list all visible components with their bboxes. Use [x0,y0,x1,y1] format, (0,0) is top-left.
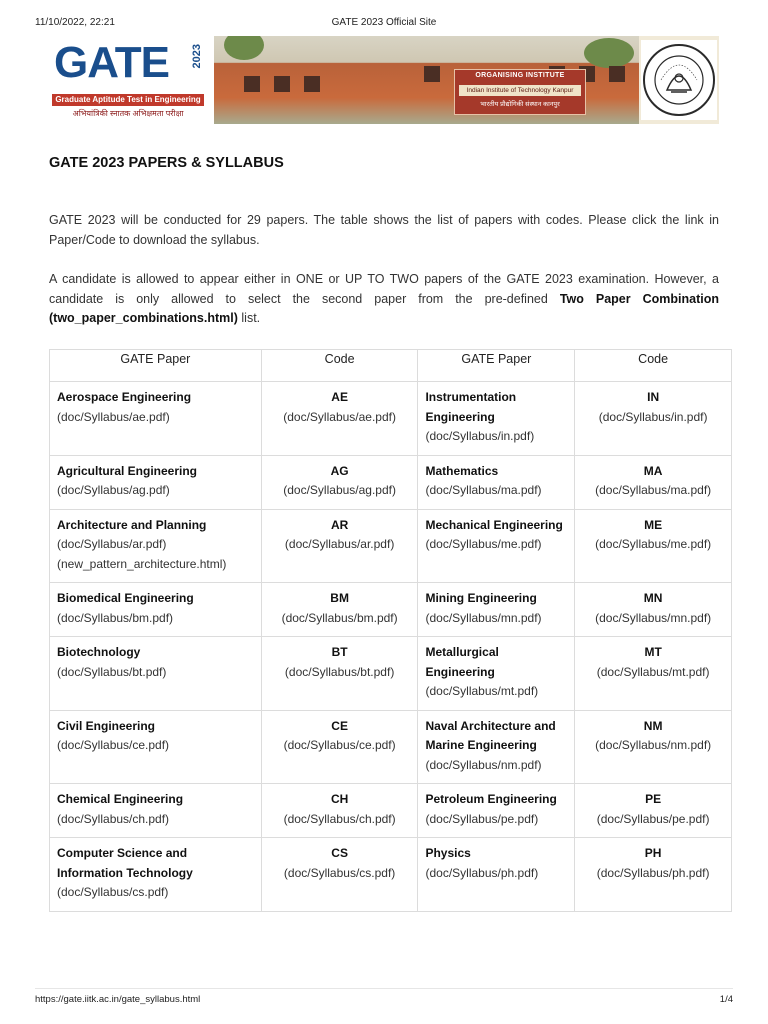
gate-logo-year: 2023 [191,44,203,69]
two-paper-combination-link[interactable]: Two Paper Combination (two_paper_combinations.html) [49,291,719,325]
syllabus-link[interactable]: (doc/Syllabus/ph.pdf) [425,865,539,880]
code-cell [575,509,732,583]
table-row [50,784,732,838]
code-cell [261,637,418,711]
code-syllabus-link[interactable]: (doc/Syllabus/ag.pdf) [283,483,396,497]
paper-name[interactable]: Civil Engineering [57,718,156,733]
intro-paragraph-2-end: list. [241,311,261,325]
window-shape [274,76,290,92]
code-cell [261,455,418,509]
table-row [50,382,732,456]
iitk-building-photo [214,36,639,124]
code-syllabus-link[interactable]: (doc/Syllabus/bt.pdf) [284,664,395,679]
syllabus-link[interactable]: (doc/Syllabus/ag.pdf) [57,483,170,497]
code-cell [261,784,418,838]
print-header [35,17,733,31]
paper-cell [418,637,575,711]
paper-name[interactable]: Naval Architecture and Marine Engineering [425,718,556,752]
paper-cell [418,382,575,456]
paper-code[interactable]: CE [331,718,348,733]
paper-cell [418,784,575,838]
syllabus-link[interactable]: (doc/Syllabus/ar.pdf) [57,537,167,551]
paper-name[interactable]: Computer Science and Information Technology [57,846,193,880]
footer-page-number: 1/4 [719,994,733,1005]
code-syllabus-link[interactable]: (doc/Syllabus/ma.pdf) [595,483,712,497]
table-row [50,583,732,637]
footer-url: https://gate.iitk.ac.in/gate_syllabus.html [35,994,201,1005]
code-cell [261,710,418,784]
paper-code[interactable]: MA [643,463,663,478]
pattern-link[interactable]: (new_pattern_architecture.html) [57,556,227,571]
paper-code[interactable]: PE [645,792,662,806]
paper-cell [418,583,575,637]
code-syllabus-link[interactable]: (doc/Syllabus/bm.pdf) [281,610,398,625]
syllabus-link[interactable]: (doc/Syllabus/cs.pdf) [57,885,169,899]
paper-cell [50,455,262,509]
paper-code[interactable]: AG [330,463,349,478]
code-cell [575,455,732,509]
syllabus-link[interactable]: (doc/Syllabus/pe.pdf) [425,811,539,826]
page-title: GATE 2023 PAPERS & SYLLABUS [49,155,284,171]
code-cell [261,509,418,583]
paper-name[interactable]: Chemical Engineering [57,792,184,806]
intro-paragraph-2-text: A candidate is allowed to appear either in ONE or UP TO TWO papers of the GATE 2023 examination. However, a candidate is only allowed to select the second paper from the pre-defined [49,272,719,306]
paper-cell [50,583,262,637]
paper-code[interactable]: MN [643,591,663,605]
paper-name[interactable]: Mining Engineering [425,591,537,605]
code-syllabus-link[interactable]: (doc/Syllabus/cs.pdf) [283,865,396,880]
paper-cell [50,637,262,711]
header-gate-paper: GATE Paper [50,350,262,382]
syllabus-link[interactable]: (doc/Syllabus/me.pdf) [425,537,542,551]
syllabus-link[interactable]: (doc/Syllabus/ce.pdf) [57,738,170,752]
code-cell [575,583,732,637]
syllabus-link[interactable]: (doc/Syllabus/ma.pdf) [425,483,542,497]
organising-label: ORGANISING INSTITUTE [475,72,565,79]
syllabus-link[interactable]: (doc/Syllabus/bm.pdf) [57,610,174,625]
paper-cell [50,509,262,583]
paper-name[interactable]: Biotechnology [57,645,141,659]
paper-cell [50,838,262,912]
code-syllabus-link[interactable]: (doc/Syllabus/ar.pdf) [284,537,395,551]
paper-name[interactable]: Mechanical Engineering [425,517,563,532]
tree-shape [224,36,264,60]
syllabus-link[interactable]: (doc/Syllabus/ae.pdf) [57,409,170,424]
table-row [50,455,732,509]
paper-code[interactable]: BM [330,591,349,605]
paper-cell [418,455,575,509]
paper-cell [418,838,575,912]
code-cell [261,382,418,456]
paper-name[interactable]: Metallurgical Engineering [425,645,499,679]
paper-name[interactable]: Aerospace Engineering [57,390,192,404]
table-row [50,710,732,784]
code-cell [261,838,418,912]
code-syllabus-link[interactable]: (doc/Syllabus/ch.pdf) [283,811,396,826]
print-footer [35,994,733,1008]
paper-code[interactable]: AR [330,517,349,532]
syllabus-link[interactable]: (doc/Syllabus/mt.pdf) [425,684,539,698]
tree-shape [584,38,634,68]
window-shape [244,76,260,92]
papers-table [49,349,732,912]
institute-name-en: Indian Institute of Technology Kanpur [459,85,581,96]
paper-name[interactable]: Architecture and Planning [57,517,207,532]
gate-hindi-tagline: अभियांत्रिकी स्नातक अभिक्षमता परीक्षा [72,109,184,118]
syllabus-link[interactable]: (doc/Syllabus/in.pdf) [425,429,535,443]
paper-cell [418,509,575,583]
paper-cell [50,710,262,784]
paper-code[interactable]: IN [647,390,660,404]
code-syllabus-link[interactable]: (doc/Syllabus/mt.pdf) [596,664,710,679]
gate-logo-wordmark: GATE [54,38,169,87]
organising-institute-box [454,69,586,115]
code-cell [575,838,732,912]
institute-name-hi: भारतीय प्रौद्योगिकी संस्थान कानपुर [480,101,560,108]
code-cell [261,583,418,637]
window-shape [609,66,625,82]
code-cell [575,784,732,838]
print-datetime: 11/10/2022, 22:21 [35,17,115,28]
header-code: Code [261,350,418,382]
header-gate-paper: GATE Paper [418,350,575,382]
code-syllabus-link[interactable]: (doc/Syllabus/ae.pdf) [283,409,396,424]
iitk-seal-icon [641,40,717,120]
code-syllabus-link[interactable]: (doc/Syllabus/ph.pdf) [596,865,710,880]
paper-cell [50,784,262,838]
table-row [50,509,732,583]
paper-code[interactable]: AE [331,390,348,404]
code-cell [575,710,732,784]
paper-cell [50,382,262,456]
paper-code[interactable]: ME [644,517,663,532]
paper-code[interactable]: PH [644,846,662,860]
code-syllabus-link[interactable]: (doc/Syllabus/me.pdf) [595,537,712,551]
window-shape [304,76,320,92]
syllabus-link[interactable]: (doc/Syllabus/mn.pdf) [425,610,542,625]
syllabus-link[interactable]: (doc/Syllabus/ch.pdf) [57,811,170,826]
table-row [50,838,732,912]
paper-name[interactable]: Biomedical Engineering [57,591,194,605]
paper-code[interactable]: CH [330,792,349,806]
table-row [50,637,732,711]
paper-code[interactable]: BT [331,645,348,659]
gate-logo[interactable] [49,36,214,124]
code-syllabus-link[interactable]: (doc/Syllabus/ce.pdf) [283,738,396,752]
syllabus-link[interactable]: (doc/Syllabus/nm.pdf) [425,757,542,772]
paper-code[interactable]: NM [643,718,663,733]
paper-name[interactable]: Petroleum Engineering [425,792,557,806]
code-syllabus-link[interactable]: (doc/Syllabus/mn.pdf) [595,610,712,625]
gate-tagline: Graduate Aptitude Test in Engineering [52,94,204,106]
syllabus-link[interactable]: (doc/Syllabus/bt.pdf) [57,664,167,679]
paper-name[interactable]: Physics [425,846,471,860]
paper-name[interactable]: Instrumentation Engineering [425,390,517,424]
code-syllabus-link[interactable]: (doc/Syllabus/nm.pdf) [595,738,712,752]
header-code: Code [575,350,732,382]
window-shape [424,66,440,82]
code-syllabus-link[interactable]: (doc/Syllabus/in.pdf) [598,409,708,424]
gate-banner[interactable] [49,36,719,124]
code-cell [575,637,732,711]
paper-name[interactable]: Agricultural Engineering [57,463,198,478]
table-header-row [50,350,732,382]
intro-paragraph-2 [49,270,719,329]
footer-divider [35,988,733,989]
code-syllabus-link[interactable]: (doc/Syllabus/pe.pdf) [596,811,710,826]
paper-code[interactable]: CS [331,846,348,860]
paper-code[interactable]: MT [644,645,662,659]
print-page-title: GATE 2023 Official Site [331,17,437,28]
intro-paragraph-1: GATE 2023 will be conducted for 29 papers. The table shows the list of papers with codes. Please click the link in Paper/Code to download the syllabus. [49,213,719,247]
paper-cell [418,710,575,784]
paper-name[interactable]: Mathematics [425,463,499,478]
code-cell [575,382,732,456]
